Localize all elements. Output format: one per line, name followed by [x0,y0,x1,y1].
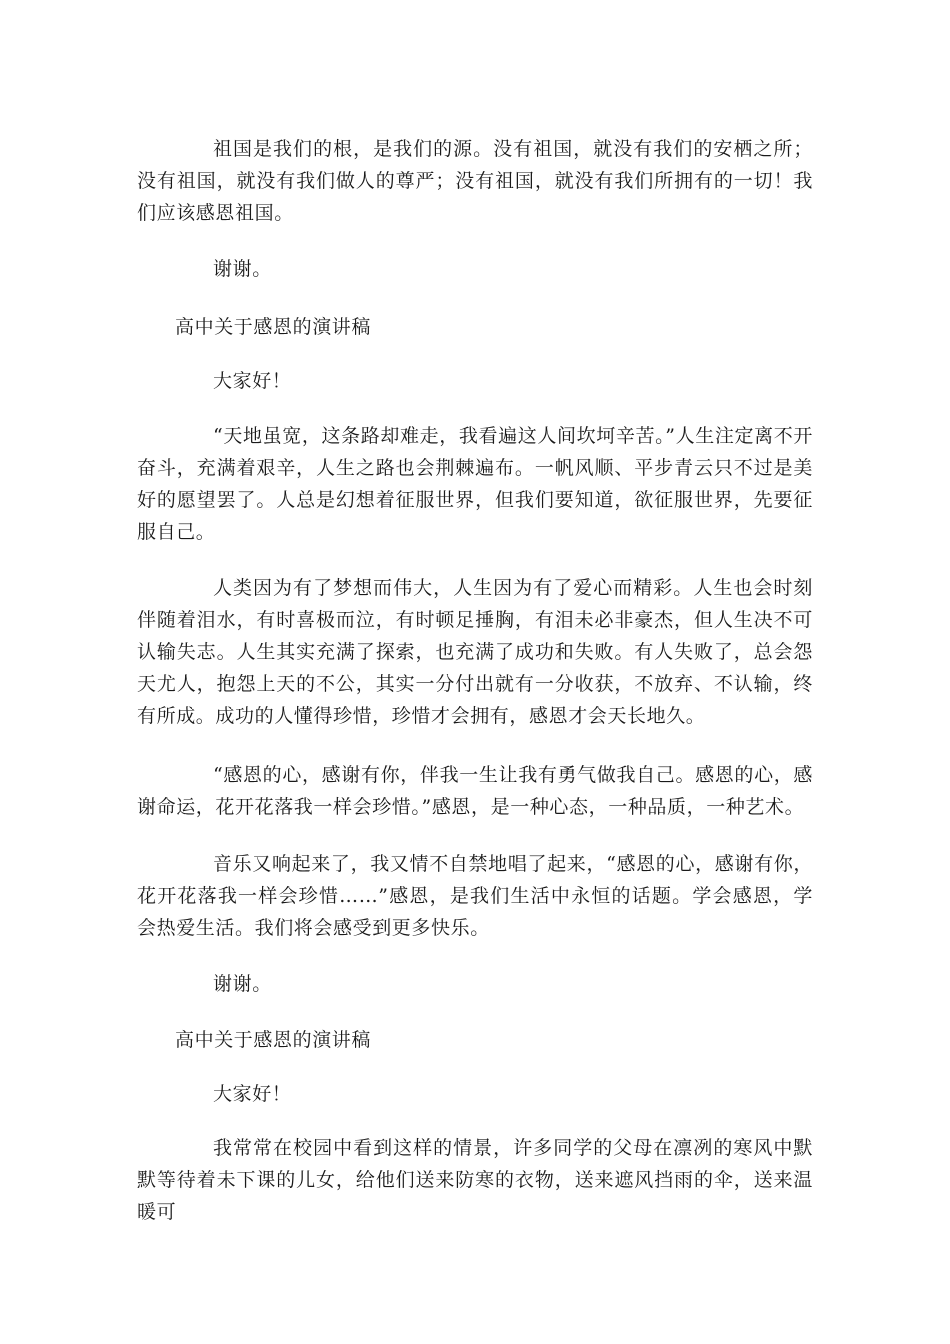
thanks-line-1: 谢谢。 [213,258,272,280]
paragraph-motherland: 祖国是我们的根，是我们的源。没有祖国，就没有我们的安栖之所；没有祖国，就没有我们做人的尊严；没有祖国，就没有我们所拥有的一切！我们应该感恩祖国。 [137,138,813,224]
paragraph-struggle: “天地虽宽，这条路却难走，我看遍这人间坎坷辛苦。”人生注定离不开奋斗，充满着艰辛，人生之路也会荆棘遍布。一帆风顺、平步青云只不过是美好的愿望罢了。人总是幻想着征服世界，但我们要知道，欲征服世界，先要征服自己。 [137,425,813,543]
speech-title-2: 高中关于感恩的演讲稿 [175,1029,372,1051]
paragraph-dreams: 人类因为有了梦想而伟大，人生因为有了爱心而精彩。人生也会时刻伴随着泪水，有时喜极而泣，有时顿足捶胸，有泪未必非豪杰，但人生决不可认输失志。人生其实充满了探索，也充满了成功和失败。有人失败了，总会怨天尤人，抱怨上天的不公，其实一分付出就有一分收获，不放弃、不认输，终有所成。成功的人懂得珍惜，珍惜才会拥有，感恩才会天长地久。 [137,577,813,727]
paragraph-music: 音乐又响起来了，我又情不自禁地唱了起来，“感恩的心，感谢有你，花开花落我一样会珍惜……”感恩，是我们生活中永恒的话题。学会感恩，学会热爱生活。我们将会感受到更多快乐。 [137,853,813,939]
thanks-line-2: 谢谢。 [213,973,272,995]
speech-title-1: 高中关于感恩的演讲稿 [175,316,372,338]
greeting-line-2: 大家好！ [213,1083,292,1105]
paragraph-parents: 我常常在校园中看到这样的情景，许多同学的父母在凛冽的寒风中默默等待着未下课的儿女，给他们送来防寒的衣物，送来遮风挡雨的伞，送来温暖可 [137,1137,813,1223]
paragraph-grateful-heart: “感恩的心，感谢有你，伴我一生让我有勇气做我自己。感恩的心，感谢命运，花开花落我一样会珍惜。”感恩，是一种心态，一种品质，一种艺术。 [137,764,813,818]
greeting-line-1: 大家好！ [213,370,292,392]
